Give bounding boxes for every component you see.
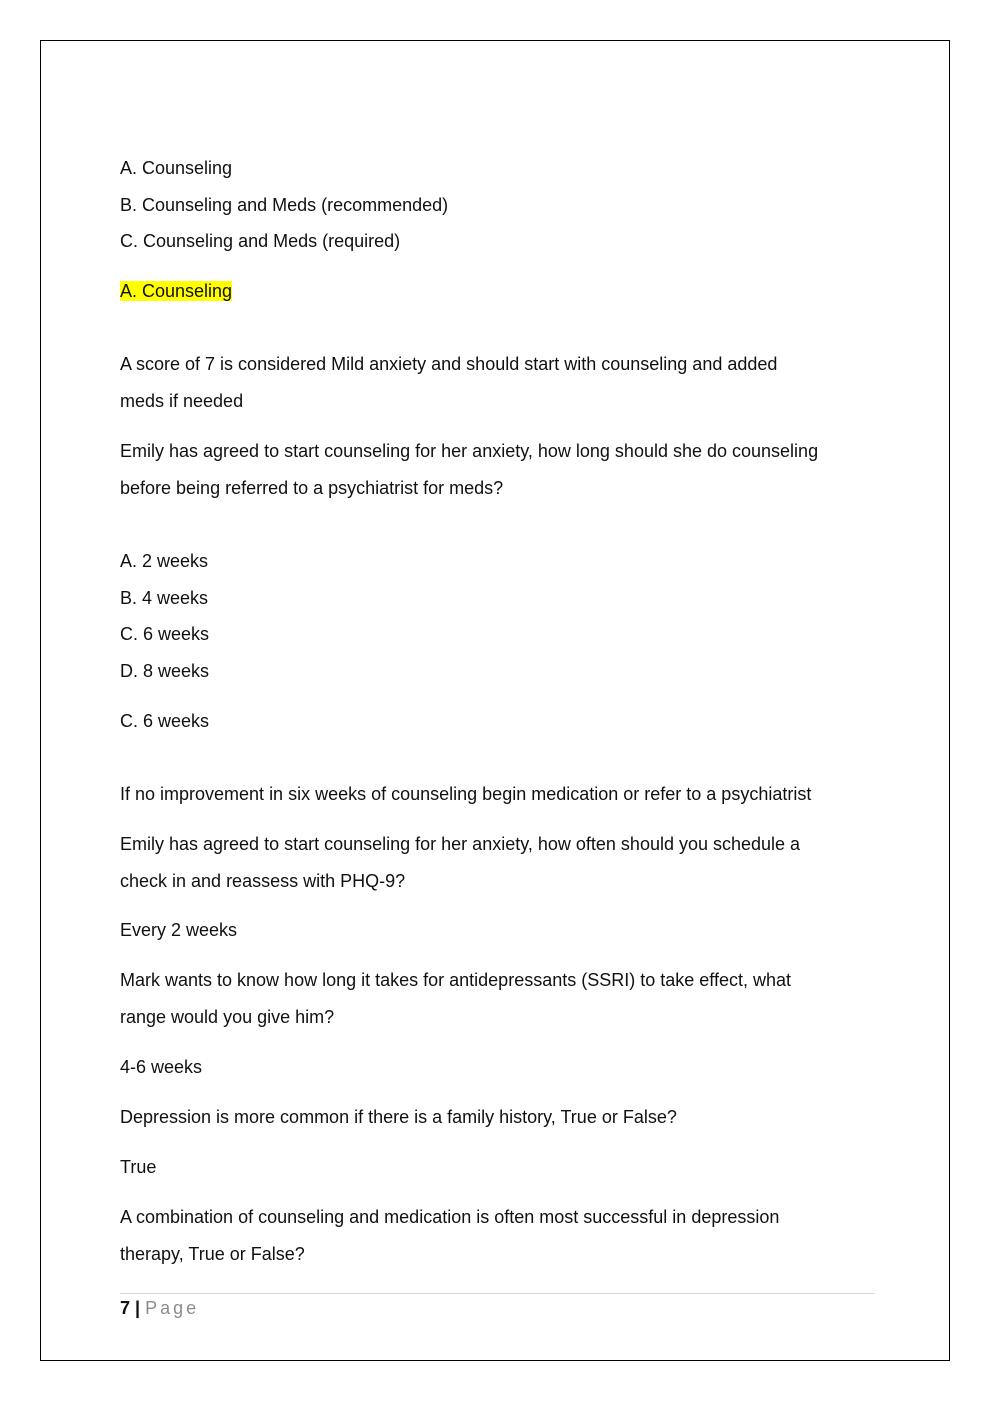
q2-option-c: C. 6 weeks bbox=[120, 624, 210, 644]
q1-explanation-line-1: A score of 7 is considered Mild anxiety and should start with counseling and added bbox=[120, 354, 778, 374]
q5-answer: True bbox=[120, 1157, 157, 1177]
q3-answer: Every 2 weeks bbox=[120, 920, 238, 940]
page-word: Page bbox=[145, 1298, 200, 1318]
q3-question-line-1: Emily has agreed to start counseling for her anxiety, how often should you schedule a bbox=[120, 834, 801, 854]
q2-option-b: B. 4 weeks bbox=[120, 588, 209, 608]
q2-question-line-2: before being referred to a psychiatrist for meds? bbox=[120, 478, 504, 498]
page-footer bbox=[120, 1296, 199, 1320]
q4-question-line-1: Mark wants to know how long it takes for antidepressants (SSRI) to take effect, what bbox=[120, 970, 791, 990]
q4-question-line-2: range would you give him? bbox=[120, 1007, 335, 1027]
footer-rule bbox=[120, 1293, 875, 1294]
q2-question-line-1: Emily has agreed to start counseling for her anxiety, how long should she do counseling bbox=[120, 441, 819, 461]
q6-question-line-1: A combination of counseling and medication is often most successful in depression bbox=[120, 1207, 780, 1227]
q2-explanation: If no improvement in six weeks of counseling begin medication or refer to a psychiatrist bbox=[120, 784, 812, 804]
footer-separator: | bbox=[135, 1298, 141, 1318]
q2-option-d: D. 8 weeks bbox=[120, 661, 210, 681]
q2-option-a: A. 2 weeks bbox=[120, 551, 209, 571]
q3-question-line-2: check in and reassess with PHQ-9? bbox=[120, 871, 406, 891]
q1-explanation-line-2: meds if needed bbox=[120, 391, 244, 411]
q5-question: Depression is more common if there is a family history, True or False? bbox=[120, 1107, 677, 1127]
q1-option-c: C. Counseling and Meds (required) bbox=[120, 231, 401, 251]
q1-option-a: A. Counseling bbox=[120, 158, 233, 178]
q1-answer-highlight: A. Counseling bbox=[120, 281, 233, 301]
q2-answer: C. 6 weeks bbox=[120, 711, 210, 731]
page-number: 7 bbox=[120, 1298, 131, 1318]
q1-answer bbox=[120, 279, 232, 303]
q1-option-b: B. Counseling and Meds (recommended) bbox=[120, 195, 449, 215]
q4-answer: 4-6 weeks bbox=[120, 1057, 203, 1077]
q6-question-line-2: therapy, True or False? bbox=[120, 1244, 305, 1264]
